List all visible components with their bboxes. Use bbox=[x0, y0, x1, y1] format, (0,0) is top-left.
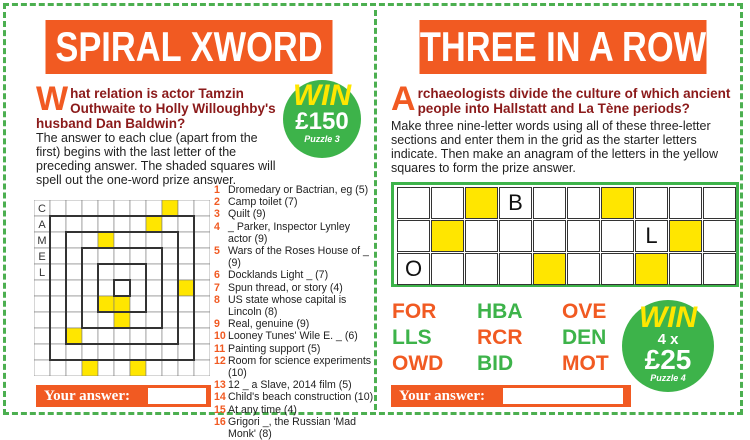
spiral-cell[interactable] bbox=[162, 328, 178, 344]
clue-text: Child's beach construction (10) bbox=[228, 391, 374, 404]
clue-item bbox=[214, 282, 374, 294]
spiral-cell[interactable] bbox=[114, 344, 130, 360]
clue-number: 12 bbox=[214, 354, 226, 367]
three-cell[interactable] bbox=[465, 253, 498, 285]
spiral-shaded-cell[interactable] bbox=[114, 312, 130, 328]
spiral-cell[interactable] bbox=[194, 312, 210, 328]
clue-text: Room for science experiments (10) bbox=[228, 354, 372, 380]
three-question-lead bbox=[391, 80, 741, 118]
three-cell[interactable] bbox=[533, 187, 566, 219]
spiral-cell[interactable] bbox=[194, 248, 210, 264]
clue-text: Real, genuine (9) bbox=[228, 318, 310, 331]
fragment-owd: OWD bbox=[392, 352, 444, 375]
clue-item bbox=[214, 245, 374, 269]
three-cell[interactable] bbox=[465, 220, 498, 252]
spiral-shaded-cell[interactable] bbox=[146, 216, 162, 232]
spiral-cell[interactable] bbox=[82, 280, 98, 296]
three-cell[interactable] bbox=[703, 253, 736, 285]
three-cell[interactable] bbox=[567, 187, 600, 219]
three-yellow-cell[interactable] bbox=[465, 187, 498, 219]
spiral-cell[interactable] bbox=[194, 200, 210, 216]
spiral-cell[interactable] bbox=[146, 264, 162, 280]
spiral-cell[interactable] bbox=[130, 344, 146, 360]
column-divider bbox=[374, 10, 377, 410]
spiral-cell[interactable] bbox=[82, 200, 98, 216]
clue-item bbox=[214, 196, 374, 208]
spiral-cell[interactable] bbox=[178, 296, 194, 312]
clue-number: 8 bbox=[214, 293, 220, 306]
spiral-title: SPIRAL XWORD bbox=[46, 20, 333, 74]
spiral-cell[interactable] bbox=[66, 232, 82, 248]
three-yellow-cell[interactable] bbox=[669, 220, 702, 252]
spiral-grid[interactable] bbox=[34, 200, 210, 376]
three-cell[interactable] bbox=[431, 187, 464, 219]
spiral-starter-letter: M bbox=[37, 235, 47, 247]
spiral-cell[interactable] bbox=[178, 344, 194, 360]
three-cell[interactable] bbox=[669, 253, 702, 285]
spiral-cell[interactable] bbox=[162, 216, 178, 232]
three-prize-label: Puzzle 4 bbox=[650, 373, 686, 383]
three-cell[interactable]: O bbox=[397, 253, 430, 285]
clue-text: Camp toilet (7) bbox=[228, 196, 298, 209]
spiral-cell[interactable] bbox=[50, 264, 66, 280]
spiral-cell[interactable] bbox=[130, 232, 146, 248]
clue-text: Dromedary or Bactrian, eg (5) bbox=[228, 184, 369, 196]
three-question bbox=[391, 80, 741, 118]
spiral-cell[interactable] bbox=[50, 248, 66, 264]
fragment-den: DEN bbox=[562, 326, 607, 349]
spiral-prize-win: WIN bbox=[292, 79, 352, 112]
spiral-cell[interactable] bbox=[130, 312, 146, 328]
spiral-shaded-cell[interactable] bbox=[66, 328, 82, 344]
spiral-cell[interactable] bbox=[114, 216, 130, 232]
spiral-cell[interactable] bbox=[194, 216, 210, 232]
spiral-cell[interactable] bbox=[162, 360, 178, 376]
clue-item bbox=[214, 404, 374, 416]
spiral-cell[interactable] bbox=[194, 328, 210, 344]
clue-text: At any time (4) bbox=[228, 403, 297, 416]
spiral-cell[interactable] bbox=[34, 312, 50, 328]
three-cell[interactable]: L bbox=[635, 220, 668, 252]
spiral-starter-letter: L bbox=[38, 267, 46, 279]
three-cell[interactable] bbox=[397, 187, 430, 219]
spiral-cell[interactable] bbox=[34, 344, 50, 360]
three-answer-bar bbox=[391, 385, 631, 407]
spiral-cell[interactable] bbox=[98, 248, 114, 264]
spiral-question-lead bbox=[36, 80, 276, 131]
spiral-cell[interactable] bbox=[146, 248, 162, 264]
spiral-prize-amount: £150 bbox=[295, 108, 349, 135]
three-cell[interactable] bbox=[567, 220, 600, 252]
spiral-cell[interactable] bbox=[162, 264, 178, 280]
clue-number: 3 bbox=[214, 208, 220, 221]
three-cell[interactable] bbox=[601, 253, 634, 285]
spiral-cell[interactable] bbox=[130, 296, 146, 312]
spiral-cell[interactable] bbox=[194, 296, 210, 312]
spiral-cell[interactable] bbox=[178, 248, 194, 264]
spiral-cell[interactable] bbox=[82, 312, 98, 328]
three-cell[interactable]: B bbox=[499, 187, 532, 219]
spiral-cell[interactable] bbox=[162, 296, 178, 312]
spiral-cell[interactable] bbox=[114, 232, 130, 248]
spiral-cell[interactable] bbox=[194, 360, 210, 376]
spiral-shaded-cell[interactable] bbox=[130, 360, 146, 376]
spiral-cell[interactable] bbox=[82, 248, 98, 264]
spiral-cell[interactable] bbox=[162, 280, 178, 296]
three-yellow-cell[interactable] bbox=[533, 253, 566, 285]
spiral-cell[interactable] bbox=[146, 200, 162, 216]
clue-item bbox=[214, 221, 374, 245]
clue-item bbox=[214, 208, 374, 220]
spiral-cell[interactable] bbox=[66, 200, 82, 216]
spiral-cell[interactable] bbox=[82, 232, 98, 248]
three-prize-badge bbox=[622, 300, 714, 392]
spiral-cell[interactable] bbox=[162, 312, 178, 328]
fragment-ove: OVE bbox=[562, 300, 607, 323]
spiral-cell[interactable] bbox=[34, 296, 50, 312]
three-cell[interactable] bbox=[567, 253, 600, 285]
spiral-shaded-cell[interactable] bbox=[114, 296, 130, 312]
spiral-cell[interactable] bbox=[146, 328, 162, 344]
clue-number: 5 bbox=[214, 245, 220, 258]
spiral-shaded-cell[interactable] bbox=[178, 280, 194, 296]
spiral-cell[interactable] bbox=[82, 328, 98, 344]
spiral-cell[interactable] bbox=[114, 360, 130, 376]
spiral-cell[interactable] bbox=[162, 232, 178, 248]
spiral-cell[interactable] bbox=[66, 360, 82, 376]
spiral-cell[interactable] bbox=[66, 280, 82, 296]
spiral-cell[interactable] bbox=[34, 280, 50, 296]
spiral-cell[interactable] bbox=[194, 232, 210, 248]
spiral-prize-badge bbox=[283, 80, 361, 158]
spiral-cell[interactable] bbox=[98, 312, 114, 328]
spiral-cell[interactable] bbox=[130, 328, 146, 344]
three-title: THREE IN A ROW bbox=[420, 20, 707, 74]
spiral-cell[interactable] bbox=[98, 216, 114, 232]
spiral-cell[interactable] bbox=[98, 344, 114, 360]
spiral-cell[interactable] bbox=[146, 280, 162, 296]
spiral-cell[interactable] bbox=[146, 296, 162, 312]
spiral-cell[interactable] bbox=[66, 296, 82, 312]
clue-text: Spun thread, or story (4) bbox=[228, 281, 343, 294]
spiral-starter-letter: A bbox=[38, 219, 46, 231]
spiral-shaded-cell[interactable] bbox=[98, 232, 114, 248]
clue-number: 13 bbox=[214, 379, 226, 392]
clue-number: 14 bbox=[214, 391, 226, 404]
clue-number: 7 bbox=[214, 281, 220, 294]
spiral-question-text: hat relation is actor Tamzin Outhwaite to Holly Willoughby's husband Dan Baldwin? bbox=[36, 86, 276, 131]
clue-number: 9 bbox=[214, 318, 220, 331]
three-cell[interactable] bbox=[635, 187, 668, 219]
three-question-text: rchaeologists divide the culture of which ancient people into Hallstatt and La Tène periods? bbox=[417, 86, 731, 116]
spiral-cell[interactable] bbox=[98, 328, 114, 344]
spiral-cell[interactable] bbox=[130, 200, 146, 216]
clue-text: Wars of the Roses House of _ (9) bbox=[228, 245, 369, 270]
spiral-cell[interactable] bbox=[130, 216, 146, 232]
three-prize-count: 4 x bbox=[657, 331, 679, 348]
clue-number: 1 bbox=[214, 184, 220, 196]
spiral-cell[interactable] bbox=[146, 344, 162, 360]
fragment-lls: LLS bbox=[392, 326, 432, 349]
spiral-cell[interactable] bbox=[194, 280, 210, 296]
spiral-cell[interactable] bbox=[50, 232, 66, 248]
spiral-clue-list bbox=[214, 184, 374, 440]
three-cell[interactable] bbox=[669, 187, 702, 219]
clue-item bbox=[214, 379, 374, 391]
spiral-cell[interactable] bbox=[66, 264, 82, 280]
clue-item bbox=[214, 184, 374, 196]
fragment-hba: HBA bbox=[477, 300, 523, 323]
spiral-cell[interactable] bbox=[66, 344, 82, 360]
spiral-cell[interactable] bbox=[66, 216, 82, 232]
spiral-cell[interactable] bbox=[114, 200, 130, 216]
spiral-cell[interactable] bbox=[50, 360, 66, 376]
clue-text: Grigori _, the Russian 'Mad Monk' (8) bbox=[228, 415, 357, 440]
clue-item bbox=[214, 343, 374, 355]
three-answer-label: Your answer: bbox=[399, 388, 485, 404]
spiral-cell[interactable] bbox=[114, 248, 130, 264]
spiral-cell[interactable] bbox=[178, 216, 194, 232]
spiral-cell[interactable] bbox=[50, 296, 66, 312]
spiral-cell[interactable] bbox=[50, 200, 66, 216]
spiral-cell[interactable] bbox=[146, 232, 162, 248]
three-answer-field[interactable] bbox=[503, 388, 623, 404]
spiral-cell[interactable] bbox=[98, 264, 114, 280]
clue-text: _ Parker, Inspector Lynley actor (9) bbox=[228, 220, 351, 245]
fragment-mot: MOT bbox=[562, 352, 609, 375]
spiral-cell[interactable] bbox=[82, 264, 98, 280]
spiral-cell[interactable] bbox=[82, 344, 98, 360]
spiral-cell[interactable] bbox=[114, 280, 130, 296]
three-cell[interactable] bbox=[703, 220, 736, 252]
three-cell[interactable] bbox=[431, 253, 464, 285]
three-prize-amount: £25 bbox=[644, 344, 692, 375]
spiral-starter-letter: E bbox=[38, 251, 46, 263]
clue-text: Docklands Light _ (7) bbox=[228, 269, 329, 282]
spiral-cell[interactable] bbox=[82, 216, 98, 232]
clue-item bbox=[214, 330, 374, 342]
spiral-cell[interactable] bbox=[50, 344, 66, 360]
spiral-cell[interactable] bbox=[130, 280, 146, 296]
spiral-cell[interactable] bbox=[178, 232, 194, 248]
spiral-answer-label: Your answer: bbox=[44, 388, 130, 404]
three-instructions: Make three nine-letter words using all of these three-letter sections and enter them in the grid as the starter letters indicate. Then make an anagram of the letters in the yellow squares to form the prize answer. bbox=[391, 119, 719, 175]
three-instructions-box bbox=[391, 117, 736, 175]
clue-number: 15 bbox=[214, 403, 226, 416]
three-cell[interactable] bbox=[703, 187, 736, 219]
spiral-answer-field[interactable] bbox=[148, 388, 206, 404]
spiral-cell[interactable] bbox=[130, 264, 146, 280]
spiral-shaded-cell[interactable] bbox=[98, 296, 114, 312]
three-cell[interactable] bbox=[601, 220, 634, 252]
clue-text: Quilt (9) bbox=[228, 208, 266, 221]
fragment-bid: BID bbox=[477, 352, 514, 375]
clue-text: Painting support (5) bbox=[228, 342, 321, 355]
spiral-cell[interactable] bbox=[98, 200, 114, 216]
clue-item bbox=[214, 269, 374, 281]
three-cell[interactable] bbox=[533, 220, 566, 252]
spiral-shaded-cell[interactable] bbox=[162, 200, 178, 216]
spiral-cell[interactable] bbox=[98, 360, 114, 376]
clue-number: 10 bbox=[214, 330, 226, 343]
clue-item bbox=[214, 318, 374, 330]
spiral-question-dropcap: W bbox=[36, 80, 69, 118]
spiral-cell[interactable] bbox=[162, 344, 178, 360]
clue-item bbox=[214, 416, 374, 440]
three-cell[interactable] bbox=[499, 220, 532, 252]
spiral-cell[interactable] bbox=[178, 328, 194, 344]
clue-number: 2 bbox=[214, 196, 220, 209]
spiral-cell[interactable] bbox=[66, 312, 82, 328]
clue-item bbox=[214, 391, 374, 403]
spiral-cell[interactable] bbox=[130, 248, 146, 264]
spiral-cell[interactable] bbox=[194, 264, 210, 280]
spiral-prize-label: Puzzle 3 bbox=[304, 134, 340, 144]
spiral-cell[interactable] bbox=[162, 248, 178, 264]
spiral-cell[interactable] bbox=[114, 328, 130, 344]
spiral-cell[interactable] bbox=[178, 312, 194, 328]
spiral-cell[interactable] bbox=[50, 312, 66, 328]
clue-text: Looney Tunes' Wile E. _ (6) bbox=[228, 330, 358, 343]
three-cell[interactable] bbox=[397, 220, 430, 252]
fragment-for: FOR bbox=[392, 300, 437, 323]
spiral-cell[interactable] bbox=[178, 264, 194, 280]
spiral-instructions: The answer to each clue (apart from the first) begins with the last letter of the preceding answer. The shaded squares will spell out the one-word prize answer. bbox=[36, 131, 276, 187]
spiral-cell[interactable] bbox=[82, 296, 98, 312]
spiral-question bbox=[36, 80, 276, 131]
clue-number: 4 bbox=[214, 220, 220, 233]
spiral-cell[interactable] bbox=[114, 264, 130, 280]
three-yellow-cell[interactable] bbox=[601, 187, 634, 219]
spiral-cell[interactable] bbox=[50, 328, 66, 344]
clue-item bbox=[214, 294, 374, 318]
spiral-cell[interactable] bbox=[178, 360, 194, 376]
clue-number: 11 bbox=[214, 342, 226, 355]
clue-number: 16 bbox=[214, 415, 226, 428]
spiral-starter-letter: C bbox=[38, 203, 46, 215]
spiral-cell[interactable] bbox=[146, 312, 162, 328]
spiral-cell[interactable] bbox=[34, 328, 50, 344]
three-prize-win: WIN bbox=[638, 301, 698, 334]
clue-item bbox=[214, 355, 374, 379]
spiral-answer-bar bbox=[36, 385, 211, 407]
spiral-cell[interactable] bbox=[34, 360, 50, 376]
spiral-cell[interactable] bbox=[50, 216, 66, 232]
spiral-cell[interactable] bbox=[50, 280, 66, 296]
clue-text: US state whose capital is Lincoln (8) bbox=[228, 293, 347, 319]
three-cell[interactable] bbox=[499, 253, 532, 285]
spiral-shaded-cell[interactable] bbox=[82, 360, 98, 376]
clue-text: 12 _ a Slave, 2014 film (5) bbox=[228, 379, 352, 392]
three-yellow-cell[interactable] bbox=[431, 220, 464, 252]
spiral-cell[interactable] bbox=[194, 344, 210, 360]
spiral-cell[interactable] bbox=[178, 200, 194, 216]
three-yellow-cell[interactable] bbox=[635, 253, 668, 285]
spiral-cell[interactable] bbox=[66, 248, 82, 264]
three-question-dropcap: A bbox=[391, 80, 416, 118]
spiral-cell[interactable] bbox=[98, 280, 114, 296]
clue-number: 6 bbox=[214, 269, 220, 282]
fragment-rcr: RCR bbox=[477, 326, 523, 349]
spiral-cell[interactable] bbox=[146, 360, 162, 376]
spiral-instructions-box bbox=[36, 129, 284, 187]
three-grid[interactable] bbox=[391, 182, 739, 287]
